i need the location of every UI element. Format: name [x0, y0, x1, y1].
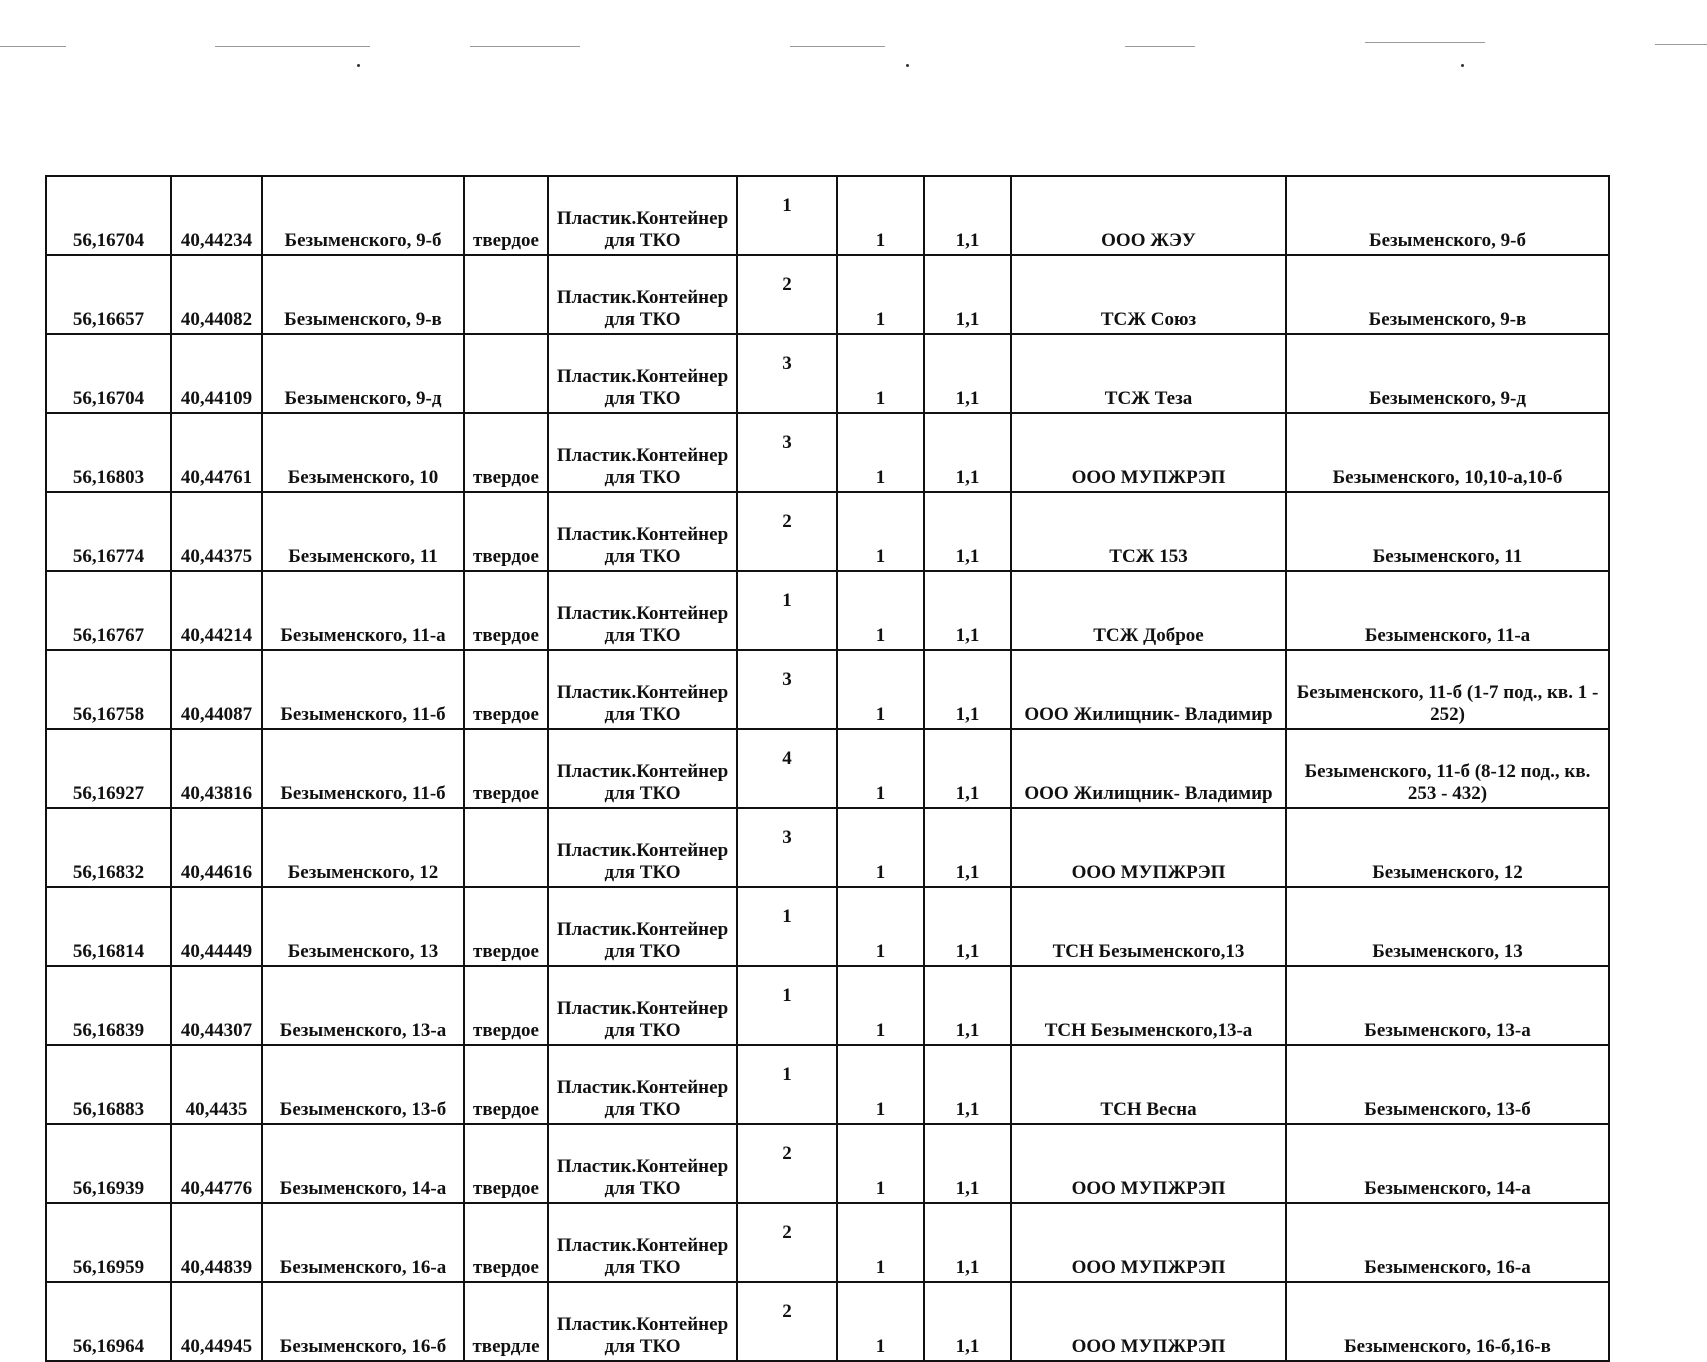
longitude-cell: 40,4435 [171, 1045, 262, 1124]
longitude-cell: 40,44109 [171, 334, 262, 413]
table-row [46, 1203, 1609, 1282]
container-count-cell: 2 [737, 492, 837, 571]
served-objects-cell: Безыменского, 9-д [1286, 334, 1609, 413]
address-cell: Безыменского, 11-б [262, 729, 464, 808]
table-row [46, 255, 1609, 334]
served-objects-cell: Безыменского, 13-а [1286, 966, 1609, 1045]
quantity-cell: 1 [837, 1045, 924, 1124]
longitude-cell: 40,44214 [171, 571, 262, 650]
container-type-cell: Пластик.Контейнер для ТКО [548, 650, 737, 729]
address-cell: Безыменского, 16-б [262, 1282, 464, 1361]
table-row [46, 334, 1609, 413]
volume-cell: 1,1 [924, 334, 1011, 413]
latitude-cell: 56,16959 [46, 1203, 171, 1282]
owner-cell: ТСЖ Теза [1011, 334, 1286, 413]
container-count-cell: 2 [737, 1124, 837, 1203]
served-objects-cell: Безыменского, 11-б (1-7 под., кв. 1 - 252) [1286, 650, 1609, 729]
address-cell: Безыменского, 9-б [262, 176, 464, 255]
owner-cell: ООО Жилищник- Владимир [1011, 729, 1286, 808]
table-row [46, 492, 1609, 571]
owner-cell: ТСН Безыменского,13 [1011, 887, 1286, 966]
address-cell: Безыменского, 11 [262, 492, 464, 571]
surface-cell: твердое [464, 729, 548, 808]
latitude-cell: 56,16774 [46, 492, 171, 571]
table-row [46, 808, 1609, 887]
owner-cell: ООО МУПЖРЭП [1011, 413, 1286, 492]
container-count-cell: 1 [737, 571, 837, 650]
volume-cell: 1,1 [924, 1203, 1011, 1282]
served-objects-cell: Безыменского, 11-б (8-12 под., кв. 253 - 432) [1286, 729, 1609, 808]
owner-cell: ООО МУПЖРЭП [1011, 1124, 1286, 1203]
container-count-cell: 2 [737, 255, 837, 334]
surface-cell: твердое [464, 1045, 548, 1124]
address-cell: Безыменского, 13 [262, 887, 464, 966]
quantity-cell: 1 [837, 729, 924, 808]
served-objects-cell: Безыменского, 12 [1286, 808, 1609, 887]
volume-cell: 1,1 [924, 1045, 1011, 1124]
latitude-cell: 56,16939 [46, 1124, 171, 1203]
container-type-cell: Пластик.Контейнер для ТКО [548, 887, 737, 966]
table-row [46, 1045, 1609, 1124]
table-row [46, 571, 1609, 650]
served-objects-cell: Безыменского, 9-в [1286, 255, 1609, 334]
longitude-cell: 40,44839 [171, 1203, 262, 1282]
surface-cell: твердое [464, 492, 548, 571]
latitude-cell: 56,16832 [46, 808, 171, 887]
longitude-cell: 40,44616 [171, 808, 262, 887]
surface-cell: твердое [464, 887, 548, 966]
table-body [46, 176, 1609, 1361]
surface-cell: твердое [464, 571, 548, 650]
quantity-cell: 1 [837, 1282, 924, 1361]
container-count-cell: 3 [737, 808, 837, 887]
volume-cell: 1,1 [924, 176, 1011, 255]
owner-cell: ООО ЖЭУ [1011, 176, 1286, 255]
container-type-cell: Пластик.Контейнер для ТКО [548, 334, 737, 413]
address-cell: Безыменского, 10 [262, 413, 464, 492]
surface-cell [464, 808, 548, 887]
longitude-cell: 40,44761 [171, 413, 262, 492]
container-count-cell: 1 [737, 176, 837, 255]
owner-cell: ТСН Весна [1011, 1045, 1286, 1124]
longitude-cell: 40,44776 [171, 1124, 262, 1203]
served-objects-cell: Безыменского, 9-б [1286, 176, 1609, 255]
volume-cell: 1,1 [924, 413, 1011, 492]
volume-cell: 1,1 [924, 492, 1011, 571]
table-row [46, 966, 1609, 1045]
served-objects-cell: Безыменского, 16-а [1286, 1203, 1609, 1282]
table-row [46, 650, 1609, 729]
table-row [46, 1282, 1609, 1361]
latitude-cell: 56,16767 [46, 571, 171, 650]
owner-cell: ООО МУПЖРЭП [1011, 1282, 1286, 1361]
surface-cell: твердое [464, 1124, 548, 1203]
latitude-cell: 56,16964 [46, 1282, 171, 1361]
container-type-cell: Пластик.Контейнер для ТКО [548, 413, 737, 492]
served-objects-cell: Безыменского, 13-б [1286, 1045, 1609, 1124]
scan-artifacts [0, 0, 1707, 80]
quantity-cell: 1 [837, 176, 924, 255]
table-row [46, 729, 1609, 808]
served-objects-cell: Безыменского, 14-а [1286, 1124, 1609, 1203]
served-objects-cell: Безыменского, 10,10-а,10-б [1286, 413, 1609, 492]
latitude-cell: 56,16803 [46, 413, 171, 492]
served-objects-cell: Безыменского, 11 [1286, 492, 1609, 571]
latitude-cell: 56,16927 [46, 729, 171, 808]
container-count-cell: 4 [737, 729, 837, 808]
surface-cell: твердле [464, 1282, 548, 1361]
latitude-cell: 56,16814 [46, 887, 171, 966]
volume-cell: 1,1 [924, 808, 1011, 887]
container-type-cell: Пластик.Контейнер для ТКО [548, 1203, 737, 1282]
container-count-cell: 1 [737, 887, 837, 966]
owner-cell: ТСН Безыменского,13-а [1011, 966, 1286, 1045]
table-row [46, 413, 1609, 492]
container-type-cell: Пластик.Контейнер для ТКО [548, 729, 737, 808]
container-count-cell: 2 [737, 1282, 837, 1361]
surface-cell: твердое [464, 966, 548, 1045]
served-objects-cell: Безыменского, 13 [1286, 887, 1609, 966]
latitude-cell: 56,16883 [46, 1045, 171, 1124]
quantity-cell: 1 [837, 571, 924, 650]
container-sites-table [45, 175, 1610, 1362]
container-count-cell: 2 [737, 1203, 837, 1282]
served-objects-cell: Безыменского, 16-б,16-в [1286, 1282, 1609, 1361]
address-cell: Безыменского, 13-б [262, 1045, 464, 1124]
address-cell: Безыменского, 9-в [262, 255, 464, 334]
owner-cell: ООО МУПЖРЭП [1011, 808, 1286, 887]
quantity-cell: 1 [837, 966, 924, 1045]
container-count-cell: 3 [737, 413, 837, 492]
quantity-cell: 1 [837, 492, 924, 571]
quantity-cell: 1 [837, 808, 924, 887]
volume-cell: 1,1 [924, 1282, 1011, 1361]
quantity-cell: 1 [837, 887, 924, 966]
owner-cell: ТСЖ Союз [1011, 255, 1286, 334]
address-cell: Безыменского, 9-д [262, 334, 464, 413]
table-row [46, 1124, 1609, 1203]
volume-cell: 1,1 [924, 1124, 1011, 1203]
owner-cell: ООО Жилищник- Владимир [1011, 650, 1286, 729]
volume-cell: 1,1 [924, 571, 1011, 650]
address-cell: Безыменского, 11-б [262, 650, 464, 729]
volume-cell: 1,1 [924, 966, 1011, 1045]
longitude-cell: 40,44945 [171, 1282, 262, 1361]
surface-cell: твердое [464, 176, 548, 255]
surface-cell: твердое [464, 650, 548, 729]
owner-cell: ООО МУПЖРЭП [1011, 1203, 1286, 1282]
surface-cell: твердое [464, 1203, 548, 1282]
table-row [46, 887, 1609, 966]
address-cell: Безыменского, 16-а [262, 1203, 464, 1282]
container-count-cell: 3 [737, 334, 837, 413]
container-type-cell: Пластик.Контейнер для ТКО [548, 176, 737, 255]
container-count-cell: 3 [737, 650, 837, 729]
container-type-cell: Пластик.Контейнер для ТКО [548, 571, 737, 650]
served-objects-cell: Безыменского, 11-а [1286, 571, 1609, 650]
surface-cell: твердое [464, 413, 548, 492]
quantity-cell: 1 [837, 1203, 924, 1282]
address-cell: Безыменского, 11-а [262, 571, 464, 650]
volume-cell: 1,1 [924, 650, 1011, 729]
volume-cell: 1,1 [924, 729, 1011, 808]
quantity-cell: 1 [837, 650, 924, 729]
quantity-cell: 1 [837, 334, 924, 413]
longitude-cell: 40,44449 [171, 887, 262, 966]
owner-cell: ТСЖ Доброе [1011, 571, 1286, 650]
quantity-cell: 1 [837, 255, 924, 334]
quantity-cell: 1 [837, 413, 924, 492]
container-type-cell: Пластик.Контейнер для ТКО [548, 966, 737, 1045]
address-cell: Безыменского, 13-а [262, 966, 464, 1045]
quantity-cell: 1 [837, 1124, 924, 1203]
latitude-cell: 56,16839 [46, 966, 171, 1045]
longitude-cell: 40,44307 [171, 966, 262, 1045]
container-type-cell: Пластик.Контейнер для ТКО [548, 1045, 737, 1124]
volume-cell: 1,1 [924, 887, 1011, 966]
table-row [46, 176, 1609, 255]
container-count-cell: 1 [737, 1045, 837, 1124]
longitude-cell: 40,44375 [171, 492, 262, 571]
container-type-cell: Пластик.Контейнер для ТКО [548, 1282, 737, 1361]
latitude-cell: 56,16657 [46, 255, 171, 334]
address-cell: Безыменского, 12 [262, 808, 464, 887]
latitude-cell: 56,16758 [46, 650, 171, 729]
longitude-cell: 40,44234 [171, 176, 262, 255]
container-type-cell: Пластик.Контейнер для ТКО [548, 808, 737, 887]
volume-cell: 1,1 [924, 255, 1011, 334]
container-type-cell: Пластик.Контейнер для ТКО [548, 492, 737, 571]
longitude-cell: 40,44082 [171, 255, 262, 334]
container-type-cell: Пластик.Контейнер для ТКО [548, 255, 737, 334]
longitude-cell: 40,44087 [171, 650, 262, 729]
surface-cell [464, 255, 548, 334]
address-cell: Безыменского, 14-а [262, 1124, 464, 1203]
longitude-cell: 40,43816 [171, 729, 262, 808]
container-type-cell: Пластик.Контейнер для ТКО [548, 1124, 737, 1203]
latitude-cell: 56,16704 [46, 176, 171, 255]
latitude-cell: 56,16704 [46, 334, 171, 413]
container-count-cell: 1 [737, 966, 837, 1045]
surface-cell [464, 334, 548, 413]
owner-cell: ТСЖ 153 [1011, 492, 1286, 571]
